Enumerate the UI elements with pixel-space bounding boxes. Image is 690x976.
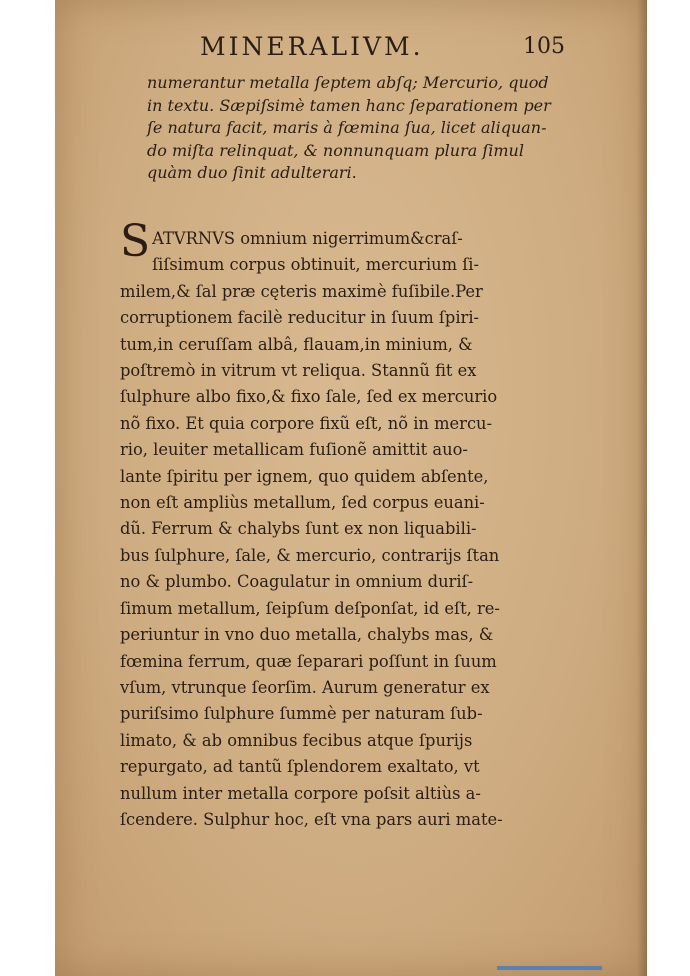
body-line: no & plumbo. Coagulatur in omnium duriſ- bbox=[120, 572, 474, 592]
body-line: milem,& ſal præ cęteris maximè fuſibile.Per bbox=[120, 281, 483, 301]
intro-line: numerantur metalla ſeptem abſq; Mercurio, quod bbox=[147, 73, 549, 92]
intro-line: quàm duo ſinit adulterari. bbox=[147, 163, 357, 182]
body-line: rio, leuiter metallicam fuſionẽ amittit auo- bbox=[120, 440, 468, 460]
body-line: nullum inter metalla corpore poſsit altiùs a- bbox=[120, 783, 481, 803]
body-line: repurgato, ad tantũ ſplendorem exaltato, vt bbox=[120, 757, 480, 777]
body-line: periuntur in vno duo metalla, chalybs mas, & bbox=[120, 625, 494, 645]
page-number: 105 bbox=[523, 34, 565, 59]
intro-line: ſe natura facit, maris à fœmina ſua, licet aliquan- bbox=[147, 118, 547, 137]
body-line: dũ. Ferrum & chalybs ſunt ex non liquabili- bbox=[120, 519, 477, 539]
body-line: poſtremò in vitrum vt reliqua. Stannũ fit ex bbox=[120, 361, 477, 381]
body-line: ſulphure albo fixo,& fixo ſale, ſed ex mercurio bbox=[120, 387, 498, 407]
intro-line: in textu. Sæpiſsimè tamen hanc ſeparationem per bbox=[147, 95, 551, 115]
body-line: corruptionem facilè reducitur in ſuum ſpiri- bbox=[120, 308, 480, 328]
intro-line: do miſta relinquat, & nonnunquam plura ſimul bbox=[147, 140, 524, 160]
body-line: ſcendere. Sulphur hoc, eſt vna pars auri mate- bbox=[120, 809, 503, 829]
body-line: non eſt ampliùs metallum, ſed corpus euani- bbox=[120, 493, 485, 513]
running-title: MINERALIVM. bbox=[200, 32, 424, 61]
body-line: lante ſpiritu per ignem, quo quidem abſente, bbox=[120, 466, 489, 486]
body-line: puriſsimo ſulphure ſummè per naturam ſub- bbox=[120, 704, 483, 724]
body-line: tum,in ceruſſam albâ, flauam,in minium, & bbox=[120, 334, 473, 354]
drop-cap: S bbox=[120, 216, 151, 267]
body-line: nõ fixo. Et quia corpore fixũ eſt, nõ in mercu- bbox=[120, 413, 493, 433]
scan-edge-mark bbox=[497, 966, 602, 970]
body-line: fœmina ferrum, quæ ſeparari poſſunt in ſuum bbox=[120, 651, 497, 671]
body-line: vſum, vtrunque ſeorſim. Aurum generatur ex bbox=[120, 677, 490, 697]
book-page bbox=[55, 0, 647, 976]
body-line: ſimum metallum, ſeipſum deſponſat, id eſt, re- bbox=[120, 598, 500, 618]
body-line: bus ſulphure, ſale, & mercurio, contrarijs ſtan bbox=[120, 545, 500, 565]
page-header bbox=[200, 30, 565, 64]
body-line: ATVRNVS omnium nigerrimum&craſ- bbox=[152, 229, 463, 248]
main-paragraph bbox=[120, 216, 570, 833]
body-line: ſiſsimum corpus obtinuit, mercurium ſi- bbox=[152, 255, 479, 275]
intro-paragraph bbox=[147, 72, 567, 185]
body-line: limato, & ab omnibus fecibus atque ſpurijs bbox=[120, 730, 473, 750]
